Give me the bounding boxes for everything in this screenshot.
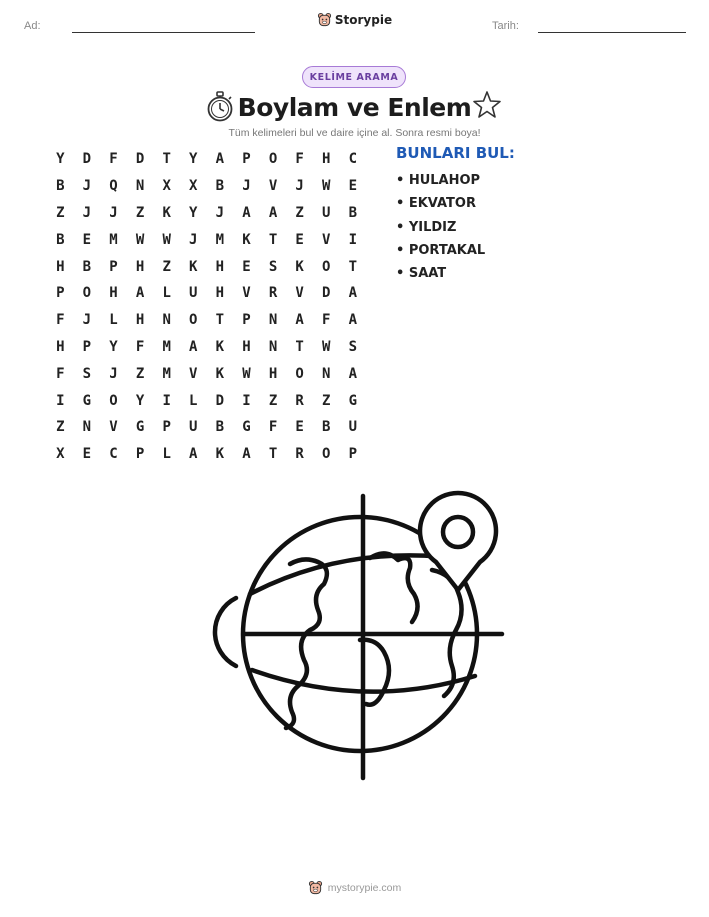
grid-cell[interactable]: A: [242, 446, 251, 463]
grid-cell[interactable]: Y: [109, 338, 118, 355]
grid-cell[interactable]: Z: [322, 392, 331, 409]
instructions: Tüm kelimeleri bul ve daire içine al. Sonra resmi boya!: [228, 127, 481, 139]
grid-cell[interactable]: J: [109, 365, 118, 382]
grid-cell[interactable]: E: [295, 419, 304, 436]
grid-cell[interactable]: H: [135, 258, 145, 275]
grid-cell[interactable]: B: [215, 178, 225, 195]
grid-cell[interactable]: H: [56, 258, 65, 275]
grid-cell[interactable]: J: [215, 204, 225, 221]
globe-illustration: [200, 490, 510, 785]
grid-cell[interactable]: Z: [162, 258, 171, 275]
footer-url: mystorypie.com: [327, 881, 402, 894]
grid-cell[interactable]: O: [322, 446, 331, 463]
grid-cell[interactable]: B: [56, 178, 65, 195]
grid-cell[interactable]: A: [189, 338, 198, 355]
grid-cell[interactable]: J: [109, 204, 118, 221]
grid-cell[interactable]: M: [162, 338, 171, 355]
grid-cell[interactable]: J: [82, 312, 92, 329]
grid-cell[interactable]: J: [242, 178, 251, 195]
grid-row: [47, 173, 366, 200]
grid-cell[interactable]: Y: [189, 151, 198, 168]
grid-cell[interactable]: H: [242, 338, 251, 355]
grid-cell[interactable]: Z: [268, 392, 278, 409]
bear-logo-icon: [317, 12, 332, 27]
grid-cell[interactable]: F: [56, 312, 65, 329]
grid-cell[interactable]: K: [215, 338, 225, 355]
grid-cell[interactable]: E: [295, 231, 304, 248]
grid-cell[interactable]: Z: [295, 204, 304, 221]
continent-europe: [370, 553, 418, 622]
grid-row: [47, 146, 366, 173]
grid-cell[interactable]: T: [162, 151, 171, 168]
grid-cell[interactable]: B: [348, 204, 358, 221]
grid-cell[interactable]: L: [189, 392, 198, 409]
grid-cell[interactable]: K: [295, 258, 304, 275]
grid-cell[interactable]: P: [135, 446, 145, 463]
grid-cell[interactable]: I: [348, 231, 358, 248]
grid-cell[interactable]: L: [109, 312, 118, 329]
grid-cell[interactable]: K: [242, 231, 251, 248]
grid-cell[interactable]: T: [348, 258, 358, 275]
grid-cell[interactable]: H: [268, 365, 278, 382]
word-item: • SAAT: [396, 266, 447, 282]
grid-cell[interactable]: P: [109, 258, 118, 275]
grid-cell[interactable]: Z: [56, 204, 65, 221]
stand-arc: [215, 598, 236, 666]
date-line: [538, 32, 686, 33]
footer: [0, 880, 709, 895]
letter-grid[interactable]: [47, 146, 366, 468]
grid-cell[interactable]: R: [295, 446, 304, 463]
grid-cell[interactable]: N: [82, 419, 92, 436]
grid-cell[interactable]: U: [322, 204, 331, 221]
grid-cell[interactable]: T: [295, 338, 304, 355]
grid-row: [47, 334, 366, 361]
grid-cell[interactable]: D: [322, 285, 331, 302]
grid-cell[interactable]: A: [348, 285, 358, 302]
grid-cell[interactable]: L: [162, 446, 171, 463]
grid-row: [47, 441, 366, 468]
grid-cell[interactable]: F: [56, 365, 65, 382]
grid-row: [47, 200, 366, 227]
grid-cell[interactable]: I: [56, 392, 65, 409]
grid-cell[interactable]: Y: [189, 204, 198, 221]
name-label: Ad:: [24, 20, 41, 32]
grid-cell[interactable]: A: [215, 151, 225, 168]
brand-name: Storypie: [334, 12, 393, 27]
grid-cell[interactable]: D: [135, 151, 145, 168]
grid-cell[interactable]: X: [162, 178, 171, 195]
grid-row: [47, 387, 366, 414]
grid-row: [47, 414, 366, 441]
grid-cell[interactable]: B: [322, 419, 331, 436]
grid-cell[interactable]: H: [56, 338, 65, 355]
grid-cell[interactable]: F: [109, 151, 118, 168]
grid-cell[interactable]: O: [322, 258, 331, 275]
page-title: Boylam ve Enlem: [237, 92, 472, 122]
grid-cell[interactable]: P: [348, 446, 358, 463]
grid-cell[interactable]: A: [295, 312, 304, 329]
grid-cell[interactable]: U: [189, 419, 198, 436]
grid-cell[interactable]: C: [348, 151, 358, 168]
grid-cell[interactable]: P: [82, 338, 92, 355]
grid-row: [47, 307, 366, 334]
grid-cell[interactable]: K: [215, 446, 225, 463]
grid-cell[interactable]: T: [268, 446, 278, 463]
grid-cell[interactable]: V: [189, 365, 198, 382]
grid-cell[interactable]: N: [135, 178, 145, 195]
grid-cell[interactable]: V: [109, 419, 118, 436]
bear-logo-icon: [308, 880, 323, 895]
grid-cell[interactable]: K: [189, 258, 198, 275]
grid-cell[interactable]: M: [109, 231, 118, 248]
grid-cell[interactable]: H: [215, 285, 225, 302]
grid-cell[interactable]: B: [215, 419, 225, 436]
grid-cell[interactable]: V: [295, 285, 304, 302]
grid-cell[interactable]: P: [162, 419, 171, 436]
grid-cell[interactable]: U: [348, 419, 358, 436]
word-item: • EKVATOR: [396, 196, 476, 212]
grid-cell[interactable]: A: [189, 446, 198, 463]
grid-cell[interactable]: F: [322, 312, 331, 329]
grid-cell[interactable]: Z: [56, 419, 65, 436]
grid-cell[interactable]: N: [162, 312, 171, 329]
grid-cell[interactable]: A: [135, 285, 145, 302]
grid-cell[interactable]: V: [268, 178, 278, 195]
grid-cell[interactable]: O: [268, 151, 278, 168]
grid-cell[interactable]: N: [322, 365, 331, 382]
word-item: • PORTAKAL: [396, 242, 486, 258]
grid-cell[interactable]: D: [82, 151, 92, 168]
grid-cell[interactable]: W: [135, 231, 145, 248]
word-list: [396, 144, 515, 285]
name-line: [72, 32, 255, 33]
grid-cell[interactable]: J: [295, 178, 304, 195]
grid-row: [47, 226, 366, 253]
activity-badge: KELİME ARAMA: [302, 66, 406, 88]
grid-cell[interactable]: W: [162, 231, 171, 248]
grid-cell[interactable]: P: [242, 151, 251, 168]
grid-cell[interactable]: F: [268, 419, 278, 436]
grid-cell[interactable]: S: [348, 338, 358, 355]
grid-cell[interactable]: E: [348, 178, 358, 195]
grid-cell[interactable]: I: [242, 392, 251, 409]
grid-cell[interactable]: S: [82, 365, 92, 382]
grid-cell[interactable]: E: [82, 446, 92, 463]
grid-cell[interactable]: F: [135, 338, 145, 355]
grid-cell[interactable]: P: [242, 312, 251, 329]
grid-cell[interactable]: Z: [135, 365, 145, 382]
grid-cell[interactable]: T: [215, 312, 225, 329]
grid-cell[interactable]: N: [268, 338, 278, 355]
grid-cell[interactable]: H: [215, 258, 225, 275]
grid-cell[interactable]: J: [189, 231, 198, 248]
grid-cell[interactable]: A: [242, 204, 251, 221]
grid-cell[interactable]: H: [109, 285, 118, 302]
grid-cell[interactable]: G: [135, 419, 145, 436]
grid-row: [47, 253, 366, 280]
continent-america: [286, 559, 327, 728]
stopwatch-icon: [205, 91, 235, 123]
word-item: • YILDIZ: [396, 219, 457, 235]
grid-cell[interactable]: I: [162, 392, 171, 409]
grid-cell[interactable]: S: [268, 258, 278, 275]
grid-cell[interactable]: D: [215, 392, 225, 409]
grid-cell[interactable]: Y: [56, 151, 65, 168]
grid-cell[interactable]: W: [322, 178, 331, 195]
grid-cell[interactable]: N: [268, 312, 278, 329]
grid-cell[interactable]: G: [348, 392, 358, 409]
grid-cell[interactable]: V: [242, 285, 251, 302]
title-row: [0, 88, 709, 126]
date-label: Tarih:: [492, 20, 519, 32]
grid-cell[interactable]: M: [215, 231, 225, 248]
grid-cell[interactable]: G: [82, 392, 92, 409]
grid-cell[interactable]: K: [162, 204, 171, 221]
word-list-title: BUNLARI BUL:: [396, 144, 515, 162]
grid-cell[interactable]: H: [135, 312, 145, 329]
star-icon: [472, 90, 502, 120]
grid-cell[interactable]: P: [56, 285, 65, 302]
grid-cell[interactable]: E: [82, 231, 92, 248]
grid-cell[interactable]: V: [322, 231, 331, 248]
grid-cell[interactable]: R: [268, 285, 278, 302]
grid-cell[interactable]: U: [189, 285, 198, 302]
grid-cell[interactable]: W: [322, 338, 331, 355]
grid-cell[interactable]: F: [295, 151, 304, 168]
grid-cell[interactable]: A: [268, 204, 278, 221]
grid-cell[interactable]: J: [82, 178, 92, 195]
grid-cell[interactable]: M: [162, 365, 171, 382]
grid-cell[interactable]: O: [109, 392, 118, 409]
grid-cell[interactable]: R: [295, 392, 304, 409]
grid-cell[interactable]: Z: [135, 204, 145, 221]
grid-cell[interactable]: X: [56, 446, 65, 463]
grid-cell[interactable]: O: [295, 365, 304, 382]
grid-cell[interactable]: A: [348, 365, 358, 382]
brand-header: [0, 12, 709, 27]
grid-cell[interactable]: G: [242, 419, 251, 436]
grid-cell[interactable]: H: [322, 151, 331, 168]
grid-cell[interactable]: K: [215, 365, 225, 382]
grid-cell[interactable]: O: [189, 312, 198, 329]
grid-cell[interactable]: J: [82, 204, 92, 221]
grid-cell[interactable]: Y: [135, 392, 145, 409]
grid-row: [47, 360, 366, 387]
grid-cell[interactable]: X: [189, 178, 198, 195]
location-pin: [420, 493, 496, 590]
grid-cell[interactable]: Q: [109, 178, 118, 195]
grid-cell[interactable]: A: [348, 312, 358, 329]
word-item: • HULAHOP: [396, 173, 481, 188]
grid-row: [47, 280, 366, 307]
grid-cell[interactable]: E: [242, 258, 251, 275]
grid-cell[interactable]: L: [162, 285, 171, 302]
grid-cell[interactable]: W: [242, 365, 251, 382]
grid-cell[interactable]: C: [109, 446, 118, 463]
grid-cell[interactable]: B: [56, 231, 65, 248]
grid-cell[interactable]: T: [268, 231, 278, 248]
grid-cell[interactable]: B: [82, 258, 92, 275]
grid-cell[interactable]: O: [82, 285, 92, 302]
